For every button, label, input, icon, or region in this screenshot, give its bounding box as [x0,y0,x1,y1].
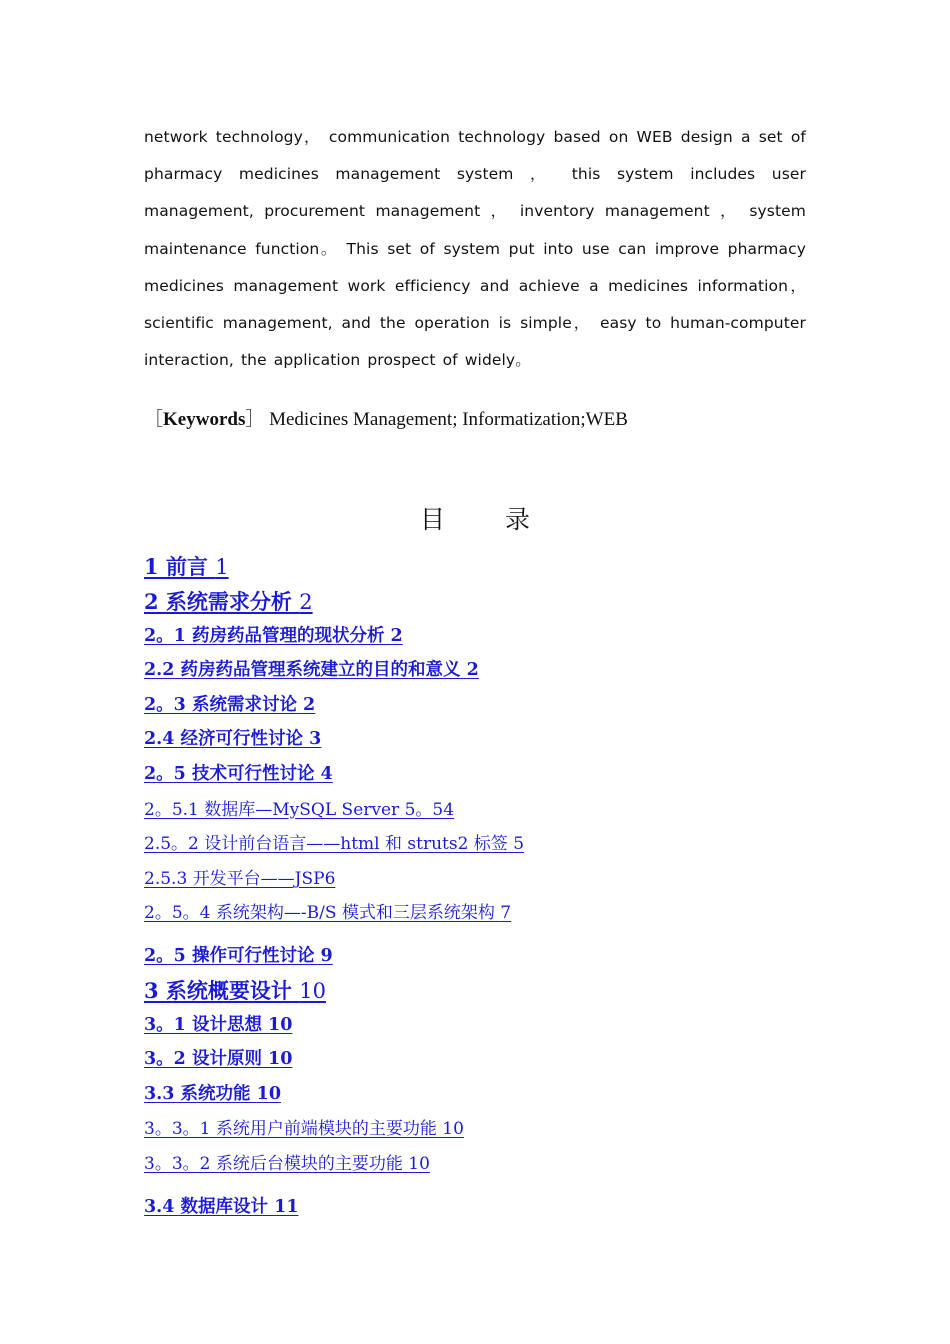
toc-entry[interactable] [144,1114,464,1139]
toc-entry-text: 1 前言 [144,554,208,579]
toc-entry-text: 2 系统需求分析 [144,589,292,614]
toc-entry-text: 3。3。1 系统用户前端模块的主要功能 [144,1119,437,1139]
toc-entry[interactable] [144,942,333,967]
toc-entry-text: 3.3 系统功能 [144,1084,251,1104]
toc-entry-page: 10 [408,1154,430,1174]
toc-entry[interactable] [144,829,524,854]
toc-entry-page: 2 [303,695,316,715]
toc-entry[interactable] [144,760,333,785]
toc-entry[interactable] [144,975,326,1005]
toc-entry-text: 3.4 数据库设计 [144,1197,269,1217]
toc-entry-text: 3。2 设计原则 [144,1049,262,1069]
toc-entry[interactable] [144,1149,430,1174]
toc-title: 目 录 [420,505,530,534]
toc-entry-page: 11 [274,1197,299,1217]
toc-entry-text: 2。5。4 系统架构—-B/S 模式和三层系统架构 [144,903,495,923]
toc-entry[interactable] [144,586,313,616]
toc-entry-page: 2 [466,660,479,680]
toc-entry-page: 1 [215,555,229,579]
toc-entry[interactable] [144,1045,292,1070]
toc-entry-text: 2。1 药房药品管理的现状分析 [144,626,385,646]
toc-entry-text: 3。3。2 系统后台模块的主要功能 [144,1154,403,1174]
toc-entry-page: 10 [268,1015,293,1035]
toc-entry-page: 10 [299,979,326,1003]
toc-entry-page: 4 [443,800,455,820]
toc-entry[interactable] [144,691,315,716]
keywords-value: Medicines Management; Informatization;WEB [269,409,628,430]
toc-entry-page: 2 [390,626,403,646]
toc-entry-page: 5 [513,834,525,854]
toc-entry[interactable] [144,551,229,581]
keywords-line [144,404,628,431]
toc-entry[interactable] [144,864,335,889]
toc-entry[interactable] [144,725,321,750]
toc-entry-text: 2。5.1 数据库—MySQL Server 5。5 [144,800,444,820]
toc-entry[interactable] [144,1011,292,1036]
toc-entry-page: 10 [268,1049,293,1069]
toc-entry-text: 3 系统概要设计 [144,978,292,1003]
keywords-close-bracket: ］ [245,409,265,430]
toc-entry-page: 7 [500,903,512,923]
abstract-paragraph: network technology， communication technology based on WEB design a set of pharmacy medicines management system ， this system includes user management, procurement management ， inventory management ， system maintenance function。 This set of system put into use can improve pharmacy medicines management work efficiency and achieve a medicines information， scientific management, and the operation is simple， easy to human-computer interaction, the application prospect of widely。 [144,128,806,370]
toc-entry[interactable] [144,1193,299,1218]
toc-entry[interactable] [144,1080,281,1105]
toc-entry-text: 2。5 操作可行性讨论 [144,946,315,966]
toc-entry[interactable] [144,622,403,647]
keywords-open-bracket: ［ [144,409,164,430]
keywords-label: Keywords [163,409,246,430]
toc-entry-text: 2。3 系统需求讨论 [144,695,297,715]
toc-entry-text: 2。5 技术可行性讨论 [144,764,315,784]
toc-entry-text: 2.2 药房药品管理系统建立的目的和意义 [144,660,461,680]
toc-entry-page: 6 [324,869,336,889]
toc-entry-page: 2 [299,590,313,614]
toc-entry-text: 2.5.3 开发平台——JSP [144,869,325,889]
toc-entry-page: 4 [320,764,333,784]
toc-entry-page: 10 [442,1119,464,1139]
toc-entry-page: 9 [320,946,333,966]
toc-entry-text: 2.4 经济可行性讨论 [144,729,304,749]
toc-entry-page: 3 [309,729,322,749]
toc-entry-text: 3。1 设计思想 [144,1015,262,1035]
toc-entry[interactable] [144,898,511,923]
toc-entry[interactable] [144,795,454,820]
toc-entry-text: 2.5。2 设计前台语言——html 和 struts2 标签 [144,834,508,854]
toc-entry-page: 10 [256,1084,281,1104]
toc-entry[interactable] [144,656,479,681]
